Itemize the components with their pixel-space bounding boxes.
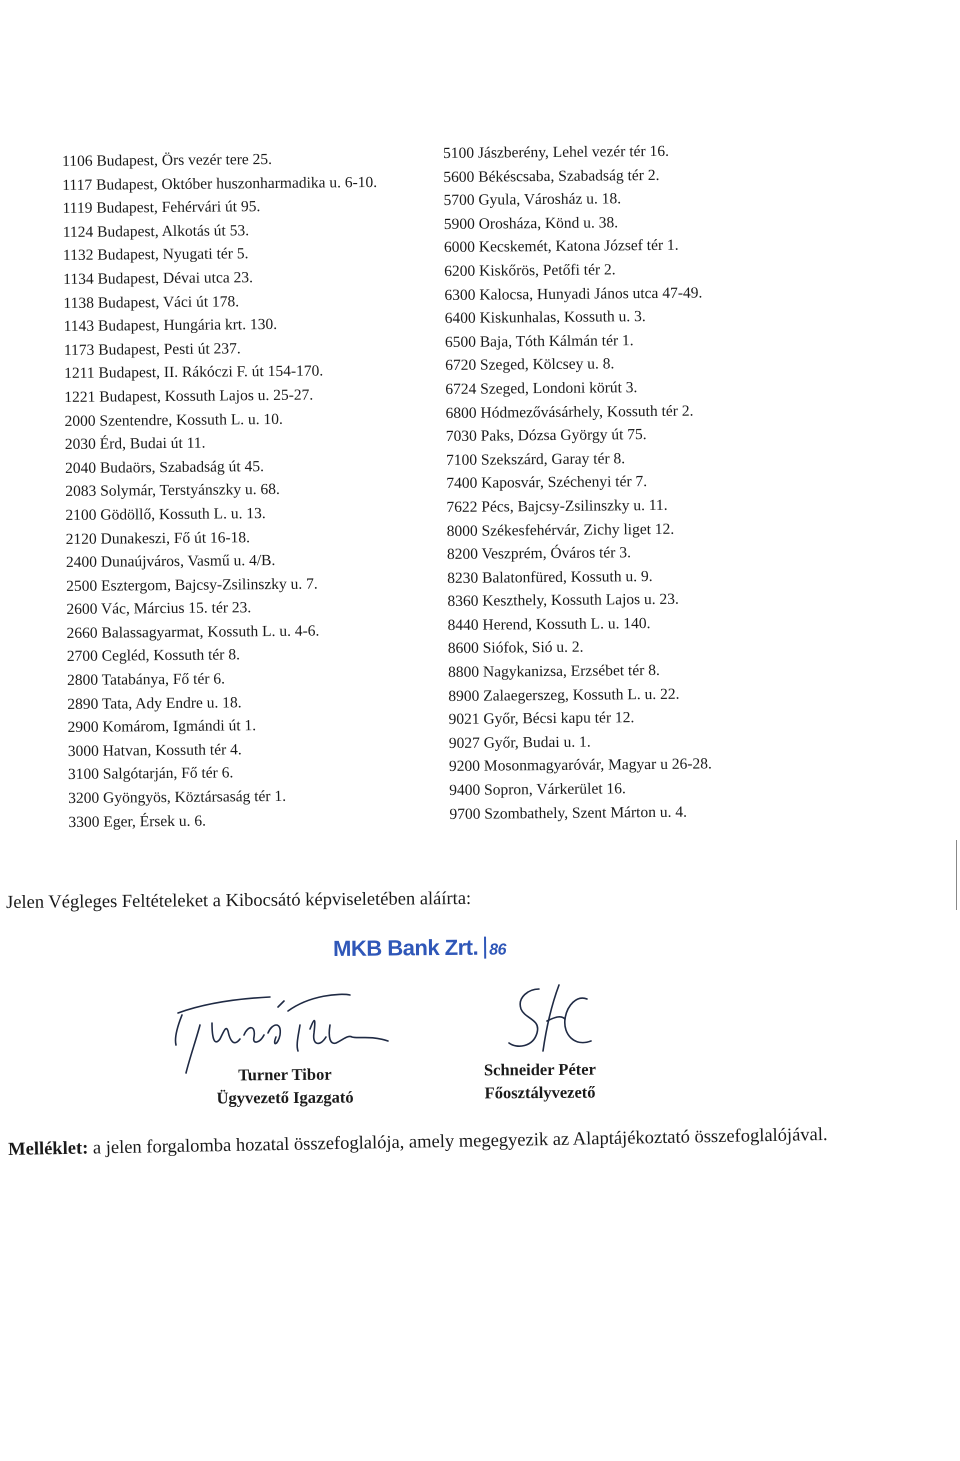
branch-address-list-left [62, 147, 383, 834]
branch-address: 2700 Cegléd, Kossuth tér 8. [66, 646, 241, 666]
branch-address: 6720 Szeged, Kölcsey u. 8. [445, 355, 615, 375]
branch-address: 8200 Veszprém, Óváros tér 3. [446, 544, 631, 564]
branch-address: 9027 Győr, Budai u. 1. [448, 733, 591, 752]
branch-address: 7622 Pécs, Bajcsy-Zsilinszky u. 11. [446, 496, 668, 516]
company-stamp [333, 934, 506, 962]
branch-address: 8600 Siófok, Sió u. 2. [447, 639, 584, 658]
branch-address: 1106 Budapest, Örs vezér tere 25. [62, 150, 273, 170]
branch-address: 2660 Balassagyarmat, Kossuth L. u. 4-6. [66, 622, 320, 642]
branch-address: 8440 Herend, Kossuth L. u. 140. [447, 614, 651, 634]
branch-address: 3100 Salgótarján, Fő tér 6. [67, 764, 234, 784]
branch-address: 3000 Hatvan, Kossuth tér 4. [67, 741, 242, 760]
signatory-2-name: Schneider Péter [483, 1059, 596, 1080]
branch-address: 5100 Jászberény, Lehel vezér tér 16. [443, 142, 669, 162]
branch-address: 5900 Orosháza, Könd u. 38. [443, 214, 619, 233]
scan-edge-mark [956, 840, 957, 910]
signature-statement: Jelen Végleges Feltételeket a Kibocsátó képviseletében aláírta: [6, 888, 472, 913]
branch-address: 1143 Budapest, Hungária krt. 130. [63, 316, 278, 336]
branch-address: 2600 Vác, Március 15. tér 23. [66, 599, 252, 619]
branch-address: 1117 Budapest, Október huszonharmadika u. 6-10. [62, 173, 378, 194]
branch-address: 8230 Balatonfüred, Kossuth u. 9. [447, 567, 653, 587]
branch-address: 6300 Kalocsa, Hunyadi János utca 47-49. [444, 284, 703, 304]
branch-address: 7400 Kaposvár, Széchenyi tér 7. [446, 473, 648, 493]
attachment-text: a jelen forgalomba hozatal összefoglalója, amely megegyezik az Alaptájékoztató összefoglalójával. [88, 1124, 828, 1159]
branch-address: 9400 Sopron, Várkerület 16. [449, 780, 626, 800]
stamp-text: MKB Bank Zrt. [333, 934, 479, 961]
branch-address: 2400 Dunaújváros, Vasmű u. 4/B. [65, 552, 276, 572]
attachment-note [8, 1125, 828, 1161]
signatory-2 [470, 1058, 610, 1105]
branch-address: 2900 Komárom, Igmándi út 1. [67, 717, 257, 737]
branch-address-list-right [443, 139, 712, 826]
branch-address: 2120 Dunakeszi, Fő út 16-18. [65, 528, 251, 548]
stamp-number: 86 [489, 941, 507, 959]
branch-address: 5700 Gyula, Városház u. 18. [443, 190, 622, 210]
branch-address: 7030 Paks, Dózsa György út 75. [445, 426, 647, 446]
branch-address: 2100 Gödöllő, Kossuth L. u. 13. [65, 504, 266, 524]
branch-address: 6724 Szeged, Londoni körút 3. [445, 379, 638, 398]
branch-address: 3200 Gyöngyös, Köztársaság tér 1. [68, 787, 287, 808]
branch-address: 2040 Budaörs, Szabadság út 45. [64, 457, 265, 477]
branch-address: 2890 Tata, Ady Endre u. 18. [67, 693, 242, 713]
branch-address: 6800 Hódmezővásárhely, Kossuth tér 2. [445, 402, 694, 422]
branch-address: 1134 Budapest, Dévai utca 23. [63, 269, 254, 288]
branch-address: 1173 Budapest, Pesti út 237. [63, 340, 241, 359]
branch-address: 3300 Eger, Érsek u. 6. [68, 812, 207, 831]
branch-address: 1132 Budapest, Nyugati tér 5. [62, 245, 249, 265]
branch-address: 2500 Esztergom, Bajcsy-Zsilinszky u. 7. [66, 575, 318, 595]
branch-address: 9200 Mosonmagyaróvár, Magyar u 26-28. [448, 755, 712, 776]
branch-address: 1221 Budapest, Kossuth Lajos u. 25-27. [64, 386, 314, 406]
attachment-label: Melléklet: [8, 1138, 89, 1160]
signatory-1-title: Ügyvezető Igazgató [216, 1087, 354, 1108]
branch-address: 2030 Érd, Budai út 11. [64, 434, 206, 454]
branch-address: 1124 Budapest, Alkotás út 53. [62, 221, 250, 241]
branch-address: 2800 Tatabánya, Fő tér 6. [67, 670, 226, 690]
stamp-divider [484, 937, 486, 959]
branch-address: 8800 Nagykanizsa, Erzsébet tér 8. [448, 662, 660, 682]
branch-address: 9021 Győr, Bécsi kapu tér 12. [448, 709, 635, 729]
branch-address: 6000 Kecskemét, Katona József tér 1. [443, 237, 679, 257]
branch-address: 1119 Budapest, Fehérvári út 95. [62, 198, 261, 218]
branch-address: 8900 Zalaegerszeg, Kossuth L. u. 22. [448, 685, 680, 705]
branch-address: 9700 Szombathely, Szent Márton u. 4. [449, 803, 688, 823]
branch-address: 8000 Székesfehérvár, Zichy liget 12. [446, 520, 675, 540]
signatory-2-title: Főosztályvezető [484, 1082, 596, 1103]
branch-address: 8360 Keszthely, Kossuth Lajos u. 23. [447, 591, 679, 611]
branch-address: 7100 Szekszárd, Garay tér 8. [445, 449, 626, 469]
signatory-1 [205, 1062, 365, 1109]
branch-address: 6500 Baja, Tóth Kálmán tér 1. [444, 331, 634, 351]
branch-address: 1211 Budapest, II. Rákóczi F. út 154-170. [64, 362, 324, 383]
handwritten-signature-1 [160, 985, 420, 1075]
branch-address: 6400 Kiskunhalas, Kossuth u. 3. [444, 308, 646, 328]
branch-address: 1138 Budapest, Váci út 178. [63, 292, 240, 312]
branch-address: 5600 Békéscsaba, Szabadság tér 2. [443, 166, 660, 186]
branch-address: 2000 Szentendre, Kossuth L. u. 10. [64, 410, 283, 430]
signatory-1-name: Turner Tibor [238, 1064, 332, 1085]
branch-address: 2083 Solymár, Terstyánszky u. 68. [65, 481, 280, 501]
branch-address: 6200 Kiskőrös, Petőfi tér 2. [444, 261, 616, 280]
